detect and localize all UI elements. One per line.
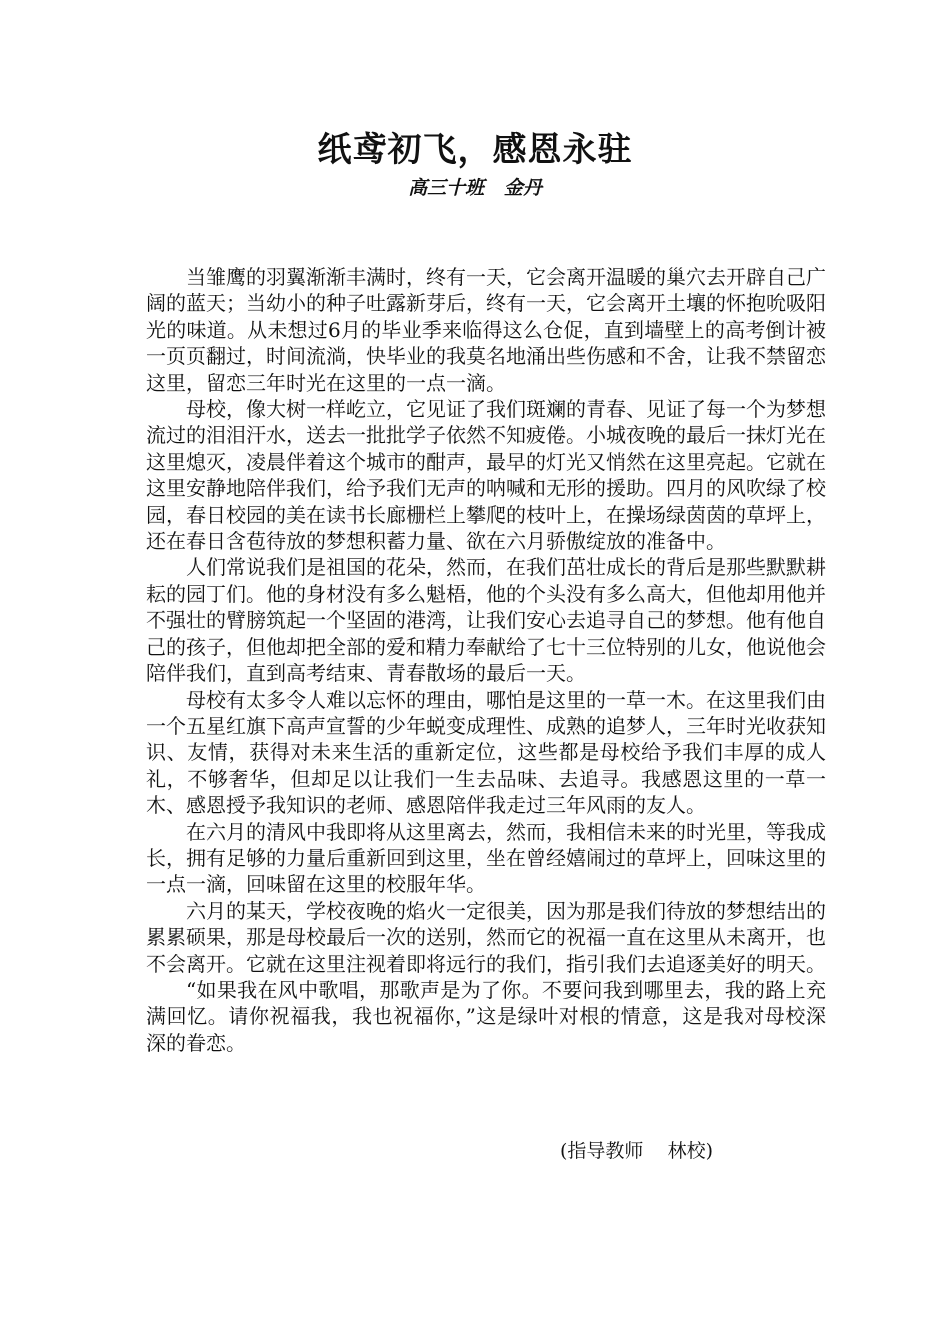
paragraph: 六月的某天，学校夜晚的焰火一定很美，因为那是我们待放的梦想结出的累累硕果，那是母校最后一次的送别，然而它的祝福一直在这里从未离开，也不会离开。它就在这里注视着即将远行的我们，指引我们去追逐美好的明天。 — [146, 898, 826, 976]
article-body — [146, 264, 826, 1056]
advisor-signature: (指导教师 林校) — [560, 1140, 713, 1162]
paragraph: 母校，像大树一样屹立，它见证了我们斑斓的青春、见证了每一个为梦想流过的泪泪汗水，送去一批批学子依然不知疲倦。小城夜晚的最后一抹灯光在这里熄灭，凌晨伴着这个城市的酣声，最早的灯光又悄然在这里亮起。它就在这里安静地陪伴我们，给予我们无声的呐喊和无形的援助。四月的风吹绿了校园，春日校园的美在读书长廊栅栏上攀爬的枝叶上，在操场绿茵茵的草坪上，还在春日含苞待放的梦想积蓄力量、欲在六月骄傲绽放的准备中。 — [146, 397, 826, 554]
paragraph: 在六月的清风中我即将从这里离去，然而，我相信未来的时光里，等我成长，拥有足够的力量后重新回到这里，坐在曾经嬉闹过的草坪上，回味这里的一点一滴，回味留在这里的校服年华。 — [146, 819, 826, 897]
author-byline: 高三十班 金丹 — [408, 177, 542, 199]
paragraph: “如果我在风中歌唱，那歌声是为了你。不要问我到哪里去，我的路上充满回忆。请你祝福我，我也祝福你，”这是绿叶对根的情意，这是我对母校深深的眷恋。 — [146, 977, 826, 1055]
paragraph: 人们常说我们是祖国的花朵，然而，在我们茁壮成长的背后是那些默默耕耘的园丁们。他的身材没有多么魁梧，他的个头没有多么高大，但他却用他并不强壮的臂膀筑起一个坚固的港湾，让我们安心去追寻自己的梦想。他有他自己的孩子，但他却把全部的爱和精力奉献给了七十三位特别的儿女，他说他会陪伴我们，直到高考结束、青春散场的最后一天。 — [146, 555, 826, 686]
page-title: 纸鸢初飞，感恩永驻 — [317, 130, 633, 170]
paragraph: 母校有太多令人难以忘怀的理由，哪怕是这里的一草一木。在这里我们由一个五星红旗下高声宣誓的少年蜕变成理性、成熟的追梦人，三年时光收获知识、友情，获得对未来生活的重新定位，这些都是母校给予我们丰厚的成人礼，不够奢华，但却足以让我们一生去品味、去追寻。我感恩这里的一草一木、感恩授予我知识的老师、感恩陪伴我走过三年风雨的友人。 — [146, 687, 826, 818]
paragraph: 当雏鹰的羽翼渐渐丰满时，终有一天，它会离开温暖的巢穴去开辟自己广阔的蓝天；当幼小的种子吐露新芽后，终有一天，它会离开土壤的怀抱吮吸阳光的味道。从未想过6月的毕业季来临得这么仓促，直到墙壁上的高考倒计被一页页翻过，时间流淌，快毕业的我莫名地涌出些伤感和不舍，让我不禁留恋这里，留恋三年时光在这里的一点一滴。 — [146, 265, 826, 395]
